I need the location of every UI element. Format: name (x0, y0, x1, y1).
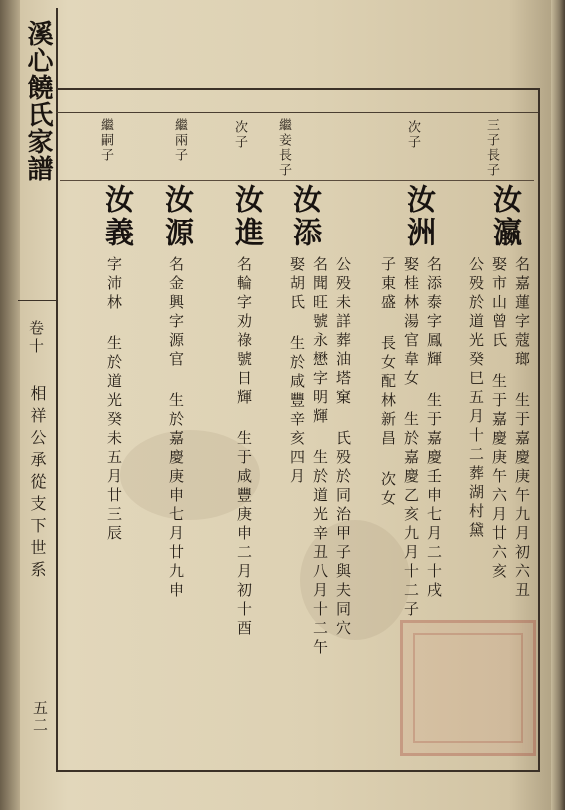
person-name: 汝進 (231, 184, 265, 250)
biography-line: 名輪字劝祿號日輝 生于咸豐庚申二月初十酉 (235, 256, 253, 639)
biography-line: 名金興字源官 生於嘉慶庚申七月廿九申 (167, 256, 185, 601)
relation-line: 次子 (405, 120, 420, 150)
biography-line: 名嘉蓮字蔻瑯 生于嘉慶庚午九月初六丑 (513, 256, 531, 601)
top-rule (56, 112, 538, 113)
relation-label (405, 120, 419, 150)
person-name: 汝源 (161, 184, 195, 250)
biography-line: 娶胡氏 生於咸豐辛亥四月 (288, 256, 306, 487)
relation-line: 長子 (484, 148, 499, 178)
person-name: 汝瀛 (489, 184, 523, 250)
relation-label (276, 118, 290, 178)
person-name: 汝義 (101, 184, 135, 250)
book-spine (0, 0, 20, 810)
relation-label (232, 120, 246, 150)
biography-line: 字沛林 生於道光癸未五月廿三辰 (105, 256, 123, 544)
branch-label: 相祥公承從支下世系 (28, 385, 47, 583)
relation-line: 次子 (232, 120, 247, 150)
relation-line: 長子 (276, 148, 291, 178)
relation-line: 繼妾 (276, 118, 291, 148)
relation-label (484, 118, 498, 178)
page-edge (551, 0, 565, 810)
biography-line: 娶市山曾氏 生于嘉慶庚午六月廿六亥 (490, 256, 508, 582)
biography-line: 娶桂林湯官韋女 生於嘉慶乙亥九月十二子 (402, 256, 420, 620)
relation-label (172, 118, 186, 163)
biography-line: 公殁未詳葬油塔窠 氏殁於同治甲子與夫同穴 (334, 256, 352, 639)
relation-line: 兩子 (172, 133, 187, 163)
relation-line: 繼 (98, 118, 113, 133)
collector-seal-stamp (400, 620, 536, 756)
relation-line: 繼 (172, 118, 187, 133)
biography-line: 公殁於道光癸巳五月十二葬湖村黛 (467, 256, 485, 541)
book-title: 溪心饒氏家譜 (23, 20, 53, 182)
biography-line: 名聞旺號永懋字明輝 生於道光辛丑八月十二午 (311, 256, 329, 658)
page-number: 五二 (31, 700, 49, 734)
person-name: 汝添 (289, 184, 323, 250)
relation-label (98, 118, 112, 163)
biography-line: 名添泰字鳳輝 生于嘉慶壬申七月二十戌 (425, 256, 443, 601)
seal-inner-border (413, 633, 523, 743)
volume-label: 卷十 (27, 320, 45, 356)
biography-line: 子東盛 長女配林新昌 次女 (379, 256, 397, 509)
relation-rule (60, 180, 534, 181)
person-name: 汝洲 (403, 184, 437, 250)
relation-line: 嗣子 (98, 133, 113, 163)
relation-line: 三子 (484, 118, 499, 148)
